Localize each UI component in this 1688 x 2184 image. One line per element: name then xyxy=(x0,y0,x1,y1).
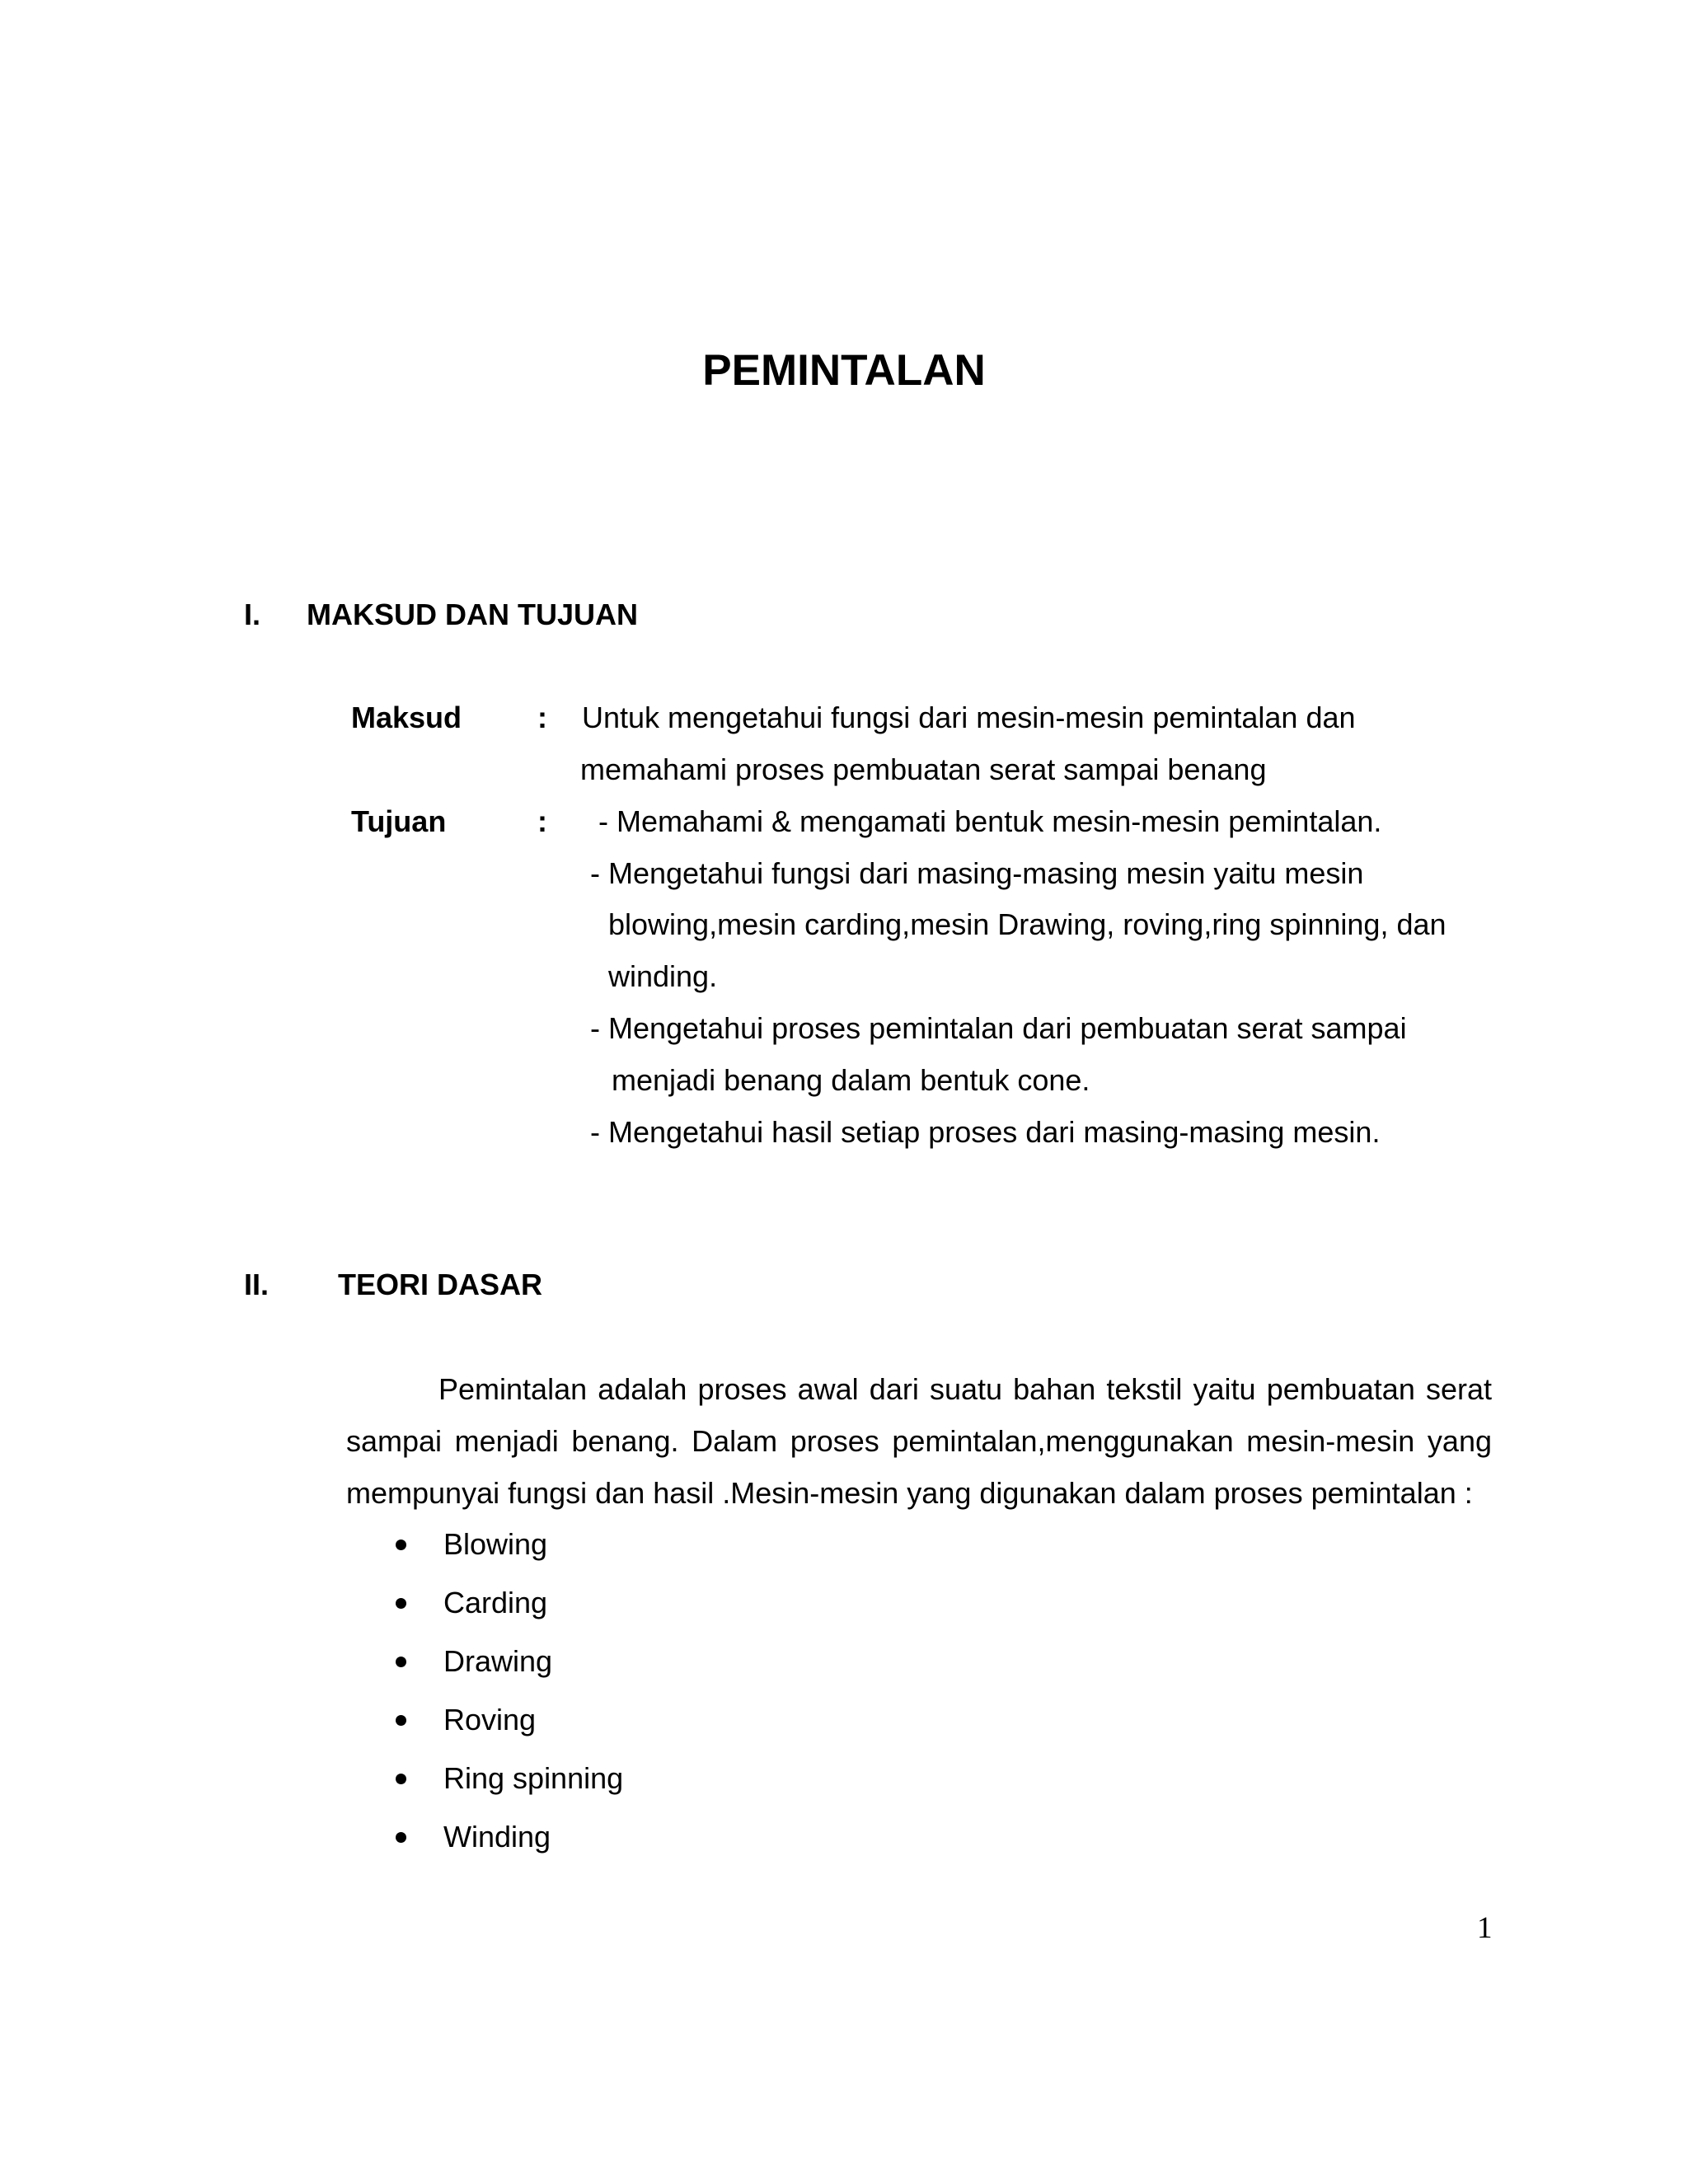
tujuan-label: Tujuan xyxy=(351,804,447,838)
machine-name: Winding xyxy=(443,1820,551,1854)
tujuan-line: - Mengetahui hasil setiap proses dari masing-masing mesin. xyxy=(590,1115,1381,1149)
section-2-number: II. xyxy=(244,1268,270,1301)
bullet-icon xyxy=(396,1657,406,1667)
document-title: PEMINTALAN xyxy=(702,346,986,395)
bullet-icon xyxy=(396,1715,406,1726)
machine-name: Drawing xyxy=(443,1644,553,1678)
tujuan-line: - Memahami & mengamati bentuk mesin-mesin pemintalan. xyxy=(598,804,1382,838)
bullet-icon xyxy=(396,1774,406,1784)
teori-dasar-paragraph: Pemintalan adalah proses awal dari suatu bahan tekstil yaitu pembuatan serat sampai menjadi benang. Dalam proses pemintalan,menggunakan mesin-mesin yang mempunyai fungsi dan hasil .Mesin-mesin yang digunakan dalam proses pemintalan : xyxy=(346,1372,1492,1510)
tujuan-colon: : xyxy=(537,804,547,838)
machine-name: Blowing xyxy=(443,1527,548,1561)
bullet-icon xyxy=(396,1598,406,1609)
machine-name: Carding xyxy=(443,1586,548,1619)
page-number: 1 xyxy=(1477,1911,1493,1945)
tujuan-line: winding. xyxy=(608,959,718,993)
maksud-colon: : xyxy=(537,701,547,734)
section-1-heading: MAKSUD DAN TUJUAN xyxy=(307,598,638,631)
bullet-icon xyxy=(396,1832,406,1843)
machine-name: Roving xyxy=(443,1703,537,1736)
maksud-line: memahami proses pembuatan serat sampai benang xyxy=(580,752,1267,786)
tujuan-line: menjadi benang dalam bentuk cone. xyxy=(612,1063,1090,1097)
machine-name: Ring spinning xyxy=(443,1761,624,1795)
tujuan-line: - Mengetahui proses pemintalan dari pembuatan serat sampai xyxy=(590,1011,1407,1045)
section-2-heading: TEORI DASAR xyxy=(338,1268,543,1301)
tujuan-line: blowing,mesin carding,mesin Drawing, roving,ring spinning, dan xyxy=(608,907,1447,941)
tujuan-line: - Mengetahui fungsi dari masing-masing mesin yaitu mesin xyxy=(590,856,1364,890)
maksud-line: Untuk mengetahui fungsi dari mesin-mesin pemintalan dan xyxy=(582,701,1356,734)
section-1-number: I. xyxy=(244,598,261,631)
bullet-icon xyxy=(396,1540,406,1550)
maksud-label: Maksud xyxy=(351,701,462,734)
